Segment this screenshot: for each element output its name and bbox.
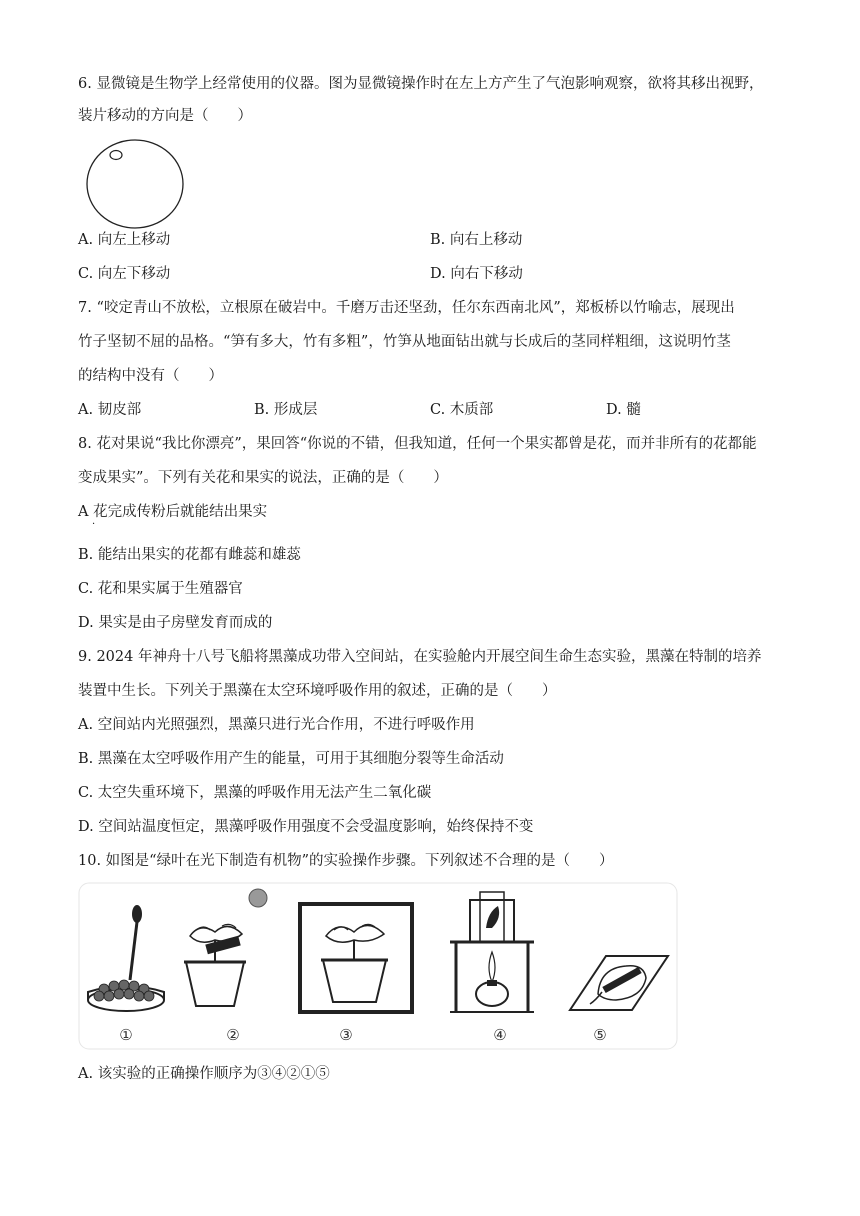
q7-option-a[interactable]: A. 韧皮部 [78, 402, 142, 418]
q8-option-a[interactable]: A 花完成传粉后就能结出果实 [78, 504, 268, 520]
q9-option-c[interactable]: C. 太空失重环境下，黑藻的呼吸作用无法产生二氧化碳 [78, 785, 432, 801]
q7-stem-line3: 的结构中没有（ ） [78, 368, 223, 384]
q8-option-b[interactable]: B. 能结出果实的花都有雌蕊和雄蕊 [78, 547, 301, 563]
stray-dot-mark: · [92, 519, 96, 530]
step-label-5: ⑤ [593, 1026, 607, 1044]
step4-water-bath-heating-illustration [450, 892, 534, 1012]
step-label-2: ② [226, 1026, 240, 1044]
q6-option-a[interactable]: A. 向左上移动 [78, 232, 171, 248]
q8-stem-line2: 变成果实”。下列有关花和果实的说法，正确的是（ ） [78, 470, 448, 486]
q6-option-b[interactable]: B. 向右上移动 [430, 232, 523, 248]
air-bubble [110, 151, 122, 160]
q7-stem-line1: 7. “咬定青山不放松，立根原在破岩中。千磨万击还坚劲，任尔东西南北风”，郑板桥以竹喻志，展现出 [78, 300, 735, 316]
step2-plant-covered-leaf-illustration [184, 889, 267, 1006]
q6-option-d[interactable]: D. 向右下移动 [430, 266, 523, 282]
q8-stem-line1: 8. 花对果说“我比你漂亮”，果回答“你说的不错，但我知道，任何一个果实都曾是花，而并非所有的花都能 [78, 436, 757, 452]
step-label-4: ④ [493, 1026, 507, 1044]
q8-option-c[interactable]: C. 花和果实属于生殖器官 [78, 581, 243, 597]
q9-stem-line1: 9. 2024 年神舟十八号飞船将黑藻成功带入空间站，在实验舱内开展空间生命生态实验，黑藻在特制的培养 [78, 649, 762, 665]
q7-option-b[interactable]: B. 形成层 [254, 402, 318, 418]
q9-option-a[interactable]: A. 空间站内光照强烈，黑藻只进行光合作用，不进行呼吸作用 [78, 717, 475, 733]
q6-stem-line2: 装片移动的方向是（ ） [78, 108, 252, 124]
q9-option-b[interactable]: B. 黑藻在太空呼吸作用产生的能量，可用于其细胞分裂等生命活动 [78, 751, 504, 767]
q7-option-c[interactable]: C. 木质部 [430, 402, 494, 418]
q6-stem-line1: 6. 显微镜是生物学上经常使用的仪器。图为显微镜操作时在左上方产生了气泡影响观察，欲将其移出视野， [78, 76, 764, 92]
experiment-steps-figure [78, 882, 678, 1050]
q10-option-a[interactable]: A. 该实验的正确操作顺序为③④②①⑤ [78, 1066, 330, 1082]
q9-stem-line2: 装置中生长。下列关于黑藻在太空环境呼吸作用的叙述，正确的是（ ） [78, 683, 557, 699]
field-of-view-circle [87, 140, 183, 228]
q7-option-d[interactable]: D. 髓 [606, 402, 641, 418]
step5-leaf-on-tile-illustration [570, 956, 668, 1010]
step3-plant-in-dark-box-illustration [300, 904, 412, 1012]
step1-dropper-dish-illustration [88, 905, 164, 1011]
step-label-3: ③ [339, 1026, 353, 1044]
microscope-field-figure [84, 136, 194, 236]
q9-option-d[interactable]: D. 空间站温度恒定，黑藻呼吸作用强度不会受温度影响，始终保持不变 [78, 819, 534, 835]
q8-option-d[interactable]: D. 果实是由子房壁发育而成的 [78, 615, 273, 631]
step-label-1: ① [119, 1026, 133, 1044]
q10-stem-line1: 10. 如图是“绿叶在光下制造有机物”的实验操作步骤。下列叙述不合理的是（ ） [78, 853, 614, 869]
q7-stem-line2: 竹子坚韧不屈的品格。“笋有多大，竹有多粗”，竹笋从地面钻出就与长成后的茎同样粗细，这说明竹茎 [78, 334, 731, 350]
q6-option-c[interactable]: C. 向左下移动 [78, 266, 171, 282]
